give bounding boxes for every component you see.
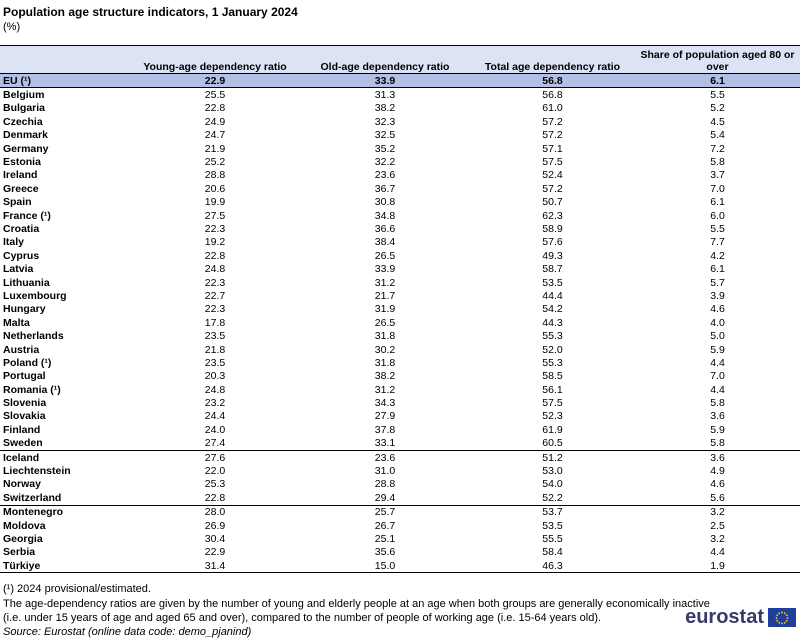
row-value: 31.8 (374, 356, 396, 369)
row-value: 31.4 (130, 559, 300, 573)
table-row (0, 383, 800, 396)
row-value: 30.2 (374, 343, 396, 356)
row-value: 27.5 (204, 209, 226, 222)
header-young-age: Young-age dependency ratio (130, 46, 300, 74)
row-value: 51.2 (470, 450, 635, 464)
row-country-name: Finland (3, 423, 41, 436)
table-row (0, 450, 800, 464)
table-row (0, 343, 800, 356)
row-value: 22.3 (204, 276, 226, 289)
table-row (0, 410, 800, 423)
row-value: 24.8 (204, 263, 226, 276)
row-value: 52.2 (542, 491, 563, 504)
row-value: 30.4 (204, 532, 226, 545)
row-value: 27.4 (204, 437, 226, 450)
footnote-source: Source: Eurostat (online data code: demo_pjanind) (3, 626, 252, 638)
row-value: 4.0 (710, 316, 725, 329)
row-value: 32.2 (374, 156, 396, 169)
row-value: 6.1 (635, 74, 800, 88)
row-value: 61.9 (542, 423, 563, 436)
row-value: 4.6 (710, 303, 725, 316)
row-value: 7.2 (710, 142, 725, 155)
row-country-name: Lithuania (3, 276, 50, 289)
row-value: 4.5 (710, 115, 725, 128)
row-value: 32.5 (374, 129, 396, 142)
row-country-name: Switzerland (3, 491, 62, 504)
table-row (0, 491, 800, 505)
row-value: 5.0 (710, 330, 725, 343)
row-country-name: Croatia (3, 222, 40, 235)
table-row (0, 236, 800, 249)
row-value: 19.2 (204, 236, 226, 249)
row-value: 32.3 (374, 115, 396, 128)
row-value: 56.8 (542, 89, 563, 102)
row-value: 36.6 (374, 222, 396, 235)
table-row (0, 209, 800, 222)
row-value: 7.0 (710, 182, 725, 195)
row-country-name: Türkiye (0, 559, 130, 573)
row-value: 33.9 (374, 263, 396, 276)
table-row (0, 559, 800, 573)
row-value: 52.3 (542, 410, 563, 423)
row-country-name: Netherlands (3, 330, 64, 343)
row-value: 3.6 (635, 450, 800, 464)
row-value: 24.7 (204, 129, 226, 142)
table-row (0, 262, 800, 275)
row-value: 20.6 (204, 182, 226, 195)
table-row (0, 437, 800, 451)
row-value: 57.6 (542, 236, 563, 249)
row-country-name: Iceland (0, 450, 130, 464)
row-value: 28.8 (374, 478, 396, 491)
row-country-name: Malta (3, 316, 30, 329)
row-country-name: Belgium (3, 89, 45, 102)
row-value: 58.5 (542, 370, 563, 383)
table-row (0, 303, 800, 316)
table-row (0, 329, 800, 342)
row-value: 3.9 (710, 289, 725, 302)
row-value: 46.3 (470, 559, 635, 573)
eurostat-logo-text: eurostat (685, 606, 764, 628)
header-country (0, 46, 130, 74)
table-row (0, 129, 800, 142)
row-value: 4.9 (710, 465, 725, 478)
row-value: 5.8 (710, 397, 725, 410)
table-row-eu (0, 74, 800, 88)
row-value: 3.6 (710, 410, 725, 423)
row-country-name: Serbia (3, 546, 36, 559)
table-row (0, 142, 800, 155)
footnote-provisional: (¹) 2024 provisional/estimated. (3, 583, 151, 595)
row-value: 31.9 (374, 303, 396, 316)
table-row (0, 276, 800, 289)
row-country-name: Latvia (3, 263, 34, 276)
row-value: 36.7 (374, 182, 396, 195)
row-value: 31.2 (374, 383, 396, 396)
row-country-name: Slovenia (3, 397, 47, 410)
header-old-age: Old-age dependency ratio (300, 46, 470, 74)
row-value: 25.5 (204, 89, 226, 102)
row-value: 55.3 (542, 330, 563, 343)
row-value: 60.5 (542, 437, 563, 450)
table-unit: (%) (3, 21, 21, 33)
row-value: 6.1 (710, 263, 725, 276)
row-value: 23.6 (300, 450, 470, 464)
row-country-name: Spain (3, 196, 32, 209)
table-row (0, 532, 800, 545)
row-country-name: Montenegro (0, 505, 130, 519)
row-value: 5.5 (710, 89, 725, 102)
row-country-name: Poland (¹) (3, 356, 52, 369)
row-value: 28.8 (204, 169, 226, 182)
table-row (0, 222, 800, 235)
row-value: 17.8 (204, 316, 226, 329)
row-value: 20.3 (204, 370, 226, 383)
row-value: 22.3 (204, 303, 226, 316)
row-value: 5.5 (710, 222, 725, 235)
row-value: 25.2 (204, 156, 226, 169)
table-row (0, 196, 800, 209)
row-value: 21.7 (374, 289, 396, 302)
row-value: 21.9 (204, 142, 226, 155)
row-value: 26.7 (374, 519, 396, 532)
table-row (0, 505, 800, 519)
data-table (0, 45, 800, 573)
table-row (0, 370, 800, 383)
row-country-name: Slovakia (3, 410, 46, 423)
row-country-name: Liechtenstein (3, 465, 71, 478)
row-value: 22.8 (204, 102, 226, 115)
row-country-name: Portugal (3, 370, 46, 383)
row-value: 35.6 (374, 546, 396, 559)
row-value: 53.7 (470, 505, 635, 519)
row-country-name: Luxembourg (3, 289, 67, 302)
row-value: 31.3 (374, 89, 396, 102)
row-country-name: Romania (¹) (3, 383, 61, 396)
row-value: 44.3 (542, 316, 563, 329)
row-country-name: Austria (3, 343, 40, 356)
row-value: 24.8 (204, 383, 226, 396)
row-value: 31.8 (374, 330, 396, 343)
row-value: 53.5 (542, 276, 563, 289)
footnote-definition-2: (i.e. under 15 years of age and aged 65 and over), compared to the number of people of working age (i.e. 15-64 years old). (3, 612, 602, 624)
row-value: 56.1 (542, 383, 563, 396)
row-value: 57.5 (542, 156, 563, 169)
row-value: 52.4 (542, 169, 563, 182)
row-country-name: Czechia (3, 115, 43, 128)
row-value: 57.2 (542, 129, 563, 142)
row-country-name: Cyprus (3, 249, 40, 262)
row-value: 38.2 (374, 370, 396, 383)
row-value: 22.8 (204, 249, 226, 262)
row-value: 22.8 (204, 491, 226, 504)
header-total-age: Total age dependency ratio (470, 46, 635, 74)
row-value: 52.0 (542, 343, 563, 356)
row-country-name: Norway (3, 478, 41, 491)
row-country-name: Italy (3, 236, 25, 249)
row-country-name: Ireland (3, 169, 38, 182)
row-country-name: Germany (3, 142, 49, 155)
table-row (0, 115, 800, 128)
row-value: 4.4 (710, 383, 725, 396)
eurostat-logo (685, 606, 796, 629)
row-value: 49.3 (542, 249, 563, 262)
row-country-name: Moldova (3, 519, 46, 532)
eu-flag-icon (768, 608, 796, 627)
row-value: 33.1 (374, 437, 396, 450)
row-value: 54.2 (542, 303, 563, 316)
row-value: 7.0 (710, 370, 725, 383)
row-value: 3.7 (710, 169, 725, 182)
row-value: 37.8 (374, 423, 396, 436)
row-value: 58.4 (542, 546, 563, 559)
row-value: 26.9 (204, 519, 226, 532)
row-value: 15.0 (300, 559, 470, 573)
row-value: 22.0 (204, 465, 226, 478)
row-value: 57.2 (542, 115, 563, 128)
row-value: 4.4 (710, 356, 725, 369)
row-value: 2.5 (710, 519, 725, 532)
table-row (0, 546, 800, 559)
row-value: 3.2 (635, 505, 800, 519)
row-value: 38.4 (374, 236, 396, 249)
row-value: 38.2 (374, 102, 396, 115)
row-value: 5.7 (710, 276, 725, 289)
row-value: 21.8 (204, 343, 226, 356)
header-row (0, 46, 800, 74)
row-value: 35.2 (374, 142, 396, 155)
table-row (0, 249, 800, 262)
row-value: 5.8 (710, 437, 725, 450)
row-value: 27.6 (130, 450, 300, 464)
row-value: 29.4 (374, 491, 396, 504)
row-value: 22.9 (204, 546, 226, 559)
row-value: 26.5 (374, 249, 396, 262)
table-row (0, 356, 800, 369)
row-value: 5.6 (710, 491, 725, 504)
row-value: 4.2 (710, 249, 725, 262)
row-value: 25.3 (204, 478, 226, 491)
header-share-80: Share of population aged 80 or over (635, 46, 800, 74)
row-value: 5.9 (710, 343, 725, 356)
footnote-definition-1: The age-dependency ratios are given by the number of young and elderly people at an age when both groups are generally economically inactive (3, 598, 710, 610)
row-value: 27.9 (374, 410, 396, 423)
row-country-name: France (¹) (3, 209, 51, 222)
row-value: 53.0 (542, 465, 563, 478)
row-value: 6.0 (710, 209, 725, 222)
row-value: 3.2 (710, 532, 725, 545)
table-row (0, 102, 800, 115)
table-row (0, 519, 800, 532)
row-value: 1.9 (635, 559, 800, 573)
row-value: 25.1 (374, 532, 396, 545)
table-row (0, 88, 800, 102)
row-value: 22.9 (130, 74, 300, 88)
table-row (0, 169, 800, 182)
row-value: 5.2 (710, 102, 725, 115)
row-value: 22.3 (204, 222, 226, 235)
row-value: 31.2 (374, 276, 396, 289)
row-country-name: Estonia (3, 156, 41, 169)
row-value: 57.2 (542, 182, 563, 195)
table-row (0, 464, 800, 477)
row-value: 25.7 (300, 505, 470, 519)
row-value: 30.8 (374, 196, 396, 209)
table-row (0, 396, 800, 409)
row-country-name: Hungary (3, 303, 46, 316)
row-value: 7.7 (710, 236, 725, 249)
table-row (0, 182, 800, 195)
row-value: 31.0 (374, 465, 396, 478)
row-value: 6.1 (710, 196, 725, 209)
row-value: 44.4 (542, 289, 563, 302)
row-value: 53.5 (542, 519, 563, 532)
row-value: 4.6 (710, 478, 725, 491)
row-country-name: Denmark (3, 129, 48, 142)
row-value: 61.0 (542, 102, 563, 115)
row-value: 34.8 (374, 209, 396, 222)
row-value: 22.7 (204, 289, 226, 302)
row-country-name: Georgia (3, 532, 43, 545)
row-country-name: Sweden (3, 437, 43, 450)
row-value: 57.5 (542, 397, 563, 410)
row-value: 58.7 (542, 263, 563, 276)
row-value: 54.0 (542, 478, 563, 491)
table-row (0, 423, 800, 436)
row-value: 24.9 (204, 115, 226, 128)
row-value: 19.9 (204, 196, 226, 209)
row-value: 62.3 (542, 209, 563, 222)
row-value: 55.3 (542, 356, 563, 369)
table-row (0, 478, 800, 491)
row-value: 5.8 (710, 156, 725, 169)
row-value: 23.5 (204, 356, 226, 369)
row-value: 56.8 (470, 74, 635, 88)
row-value: 55.5 (542, 532, 563, 545)
row-value: 5.9 (710, 423, 725, 436)
table-row (0, 289, 800, 302)
row-value: 23.2 (204, 397, 226, 410)
table-row (0, 316, 800, 329)
row-value: 50.7 (542, 196, 563, 209)
row-value: 24.0 (204, 423, 226, 436)
row-value: 23.6 (374, 169, 396, 182)
row-country-name: Bulgaria (3, 102, 46, 115)
row-country-name: Greece (3, 182, 39, 195)
row-value: 58.9 (542, 222, 563, 235)
row-value: 4.4 (710, 546, 725, 559)
row-value: 33.9 (300, 74, 470, 88)
row-value: 24.4 (204, 410, 226, 423)
row-value: 26.5 (374, 316, 396, 329)
table-row (0, 155, 800, 168)
row-value: 28.0 (130, 505, 300, 519)
row-value: 23.5 (204, 330, 226, 343)
row-value: 34.3 (374, 397, 396, 410)
row-value: 5.4 (710, 129, 725, 142)
row-value: 57.1 (542, 142, 563, 155)
row-country-name: EU (¹) (0, 74, 130, 88)
table-title: Population age structure indicators, 1 January 2024 (3, 5, 298, 19)
